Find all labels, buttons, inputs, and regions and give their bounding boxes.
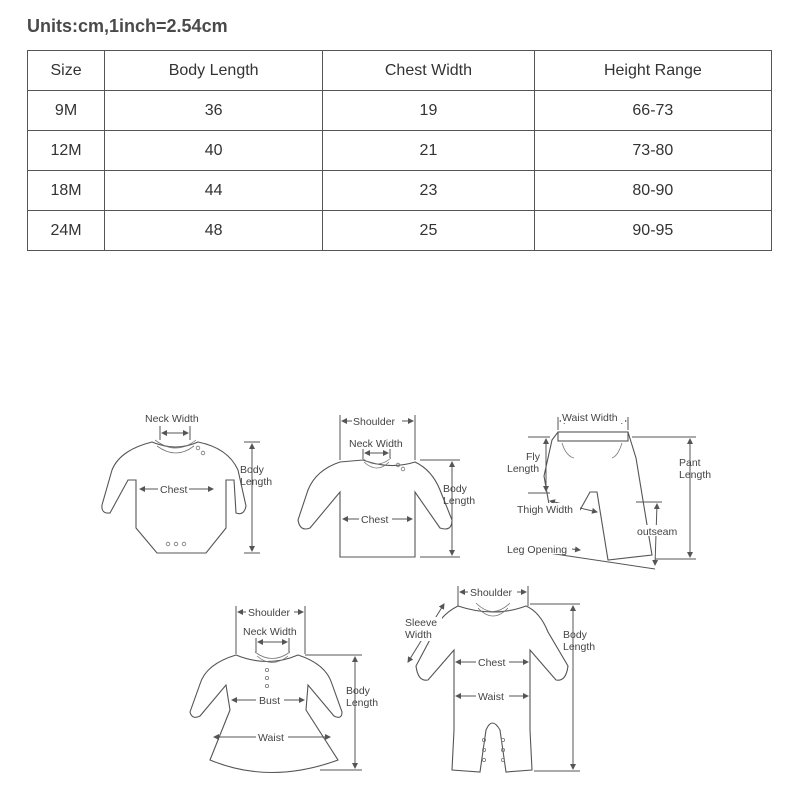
waist-label: Waist [478, 691, 504, 703]
bodysuit-diagram [102, 413, 272, 553]
sleeve-width-label: Sleeve [405, 617, 438, 629]
fly-length-label: Length [507, 463, 540, 475]
shoulder-label: Shoulder [353, 416, 396, 428]
waist-width-label: Waist Width [562, 412, 618, 424]
table-cell: 21 [323, 131, 535, 171]
table-cell: 73-80 [534, 131, 771, 171]
dress-diagram [190, 606, 378, 773]
header-cell: Chest Width [323, 51, 535, 91]
measure-arrow [572, 549, 580, 550]
header-cell: Size [28, 51, 105, 91]
body-length-label: Body [240, 464, 264, 476]
neck-width-label: Neck Width [145, 413, 199, 425]
leg-opening-label: Leg Opening [507, 544, 568, 556]
pants-waistband [558, 432, 628, 441]
dress-outline [190, 655, 342, 773]
body-length-label: Length [563, 641, 596, 653]
table-cell: 44 [105, 171, 323, 211]
shoulder-label: Shoulder [248, 607, 291, 619]
body-length-label: Length [240, 476, 273, 488]
romper-diagram [402, 586, 595, 772]
tshirt-diagram [298, 415, 475, 557]
table-cell: 40 [105, 131, 323, 171]
outseam-label: outseam [637, 526, 678, 538]
table-cell: 9M [28, 91, 105, 131]
chest-label: Chest [361, 514, 389, 526]
shoulder-label: Shoulder [470, 587, 513, 599]
table-cell: 66-73 [534, 91, 771, 131]
pant-length-label: Pant [679, 457, 701, 469]
header-cell: Height Range [534, 51, 771, 91]
body-length-label: Length [443, 495, 476, 507]
fly-length-label: Fly [526, 451, 540, 463]
body-length-label: Body [443, 483, 467, 495]
table-cell: 48 [105, 211, 323, 251]
table-cell: 19 [323, 91, 535, 131]
table-cell: 25 [323, 211, 535, 251]
table-cell: 90-95 [534, 211, 771, 251]
table-cell: 12M [28, 131, 105, 171]
pants-outline [544, 432, 652, 560]
pant-length-label: Length [679, 469, 712, 481]
button-icon [482, 758, 485, 761]
table-cell: 23 [323, 171, 535, 211]
bust-label: Bust [259, 695, 281, 707]
table-cell: 80-90 [534, 171, 771, 211]
bodysuit-outline [102, 442, 246, 553]
tshirt-outline [298, 460, 452, 557]
body-length-label: Length [346, 697, 379, 709]
chest-label: Chest [478, 657, 506, 669]
table-cell: 36 [105, 91, 323, 131]
pants-diagram [506, 412, 711, 569]
neck-width-label: Neck Width [243, 626, 297, 638]
header-cell: Body Length [105, 51, 323, 91]
thigh-width-label: Thigh Width [517, 504, 574, 516]
chest-label: Chest [160, 484, 188, 496]
body-length-label: Body [563, 629, 587, 641]
table-cell: 18M [28, 171, 105, 211]
table-cell: 24M [28, 211, 105, 251]
units-note: Units:cm,1inch=2.54cm [27, 16, 228, 36]
waist-label: Waist [258, 732, 284, 744]
neck-width-label: Neck Width [349, 438, 403, 450]
sleeve-width-label: Width [405, 629, 432, 641]
body-length-label: Body [346, 685, 370, 697]
